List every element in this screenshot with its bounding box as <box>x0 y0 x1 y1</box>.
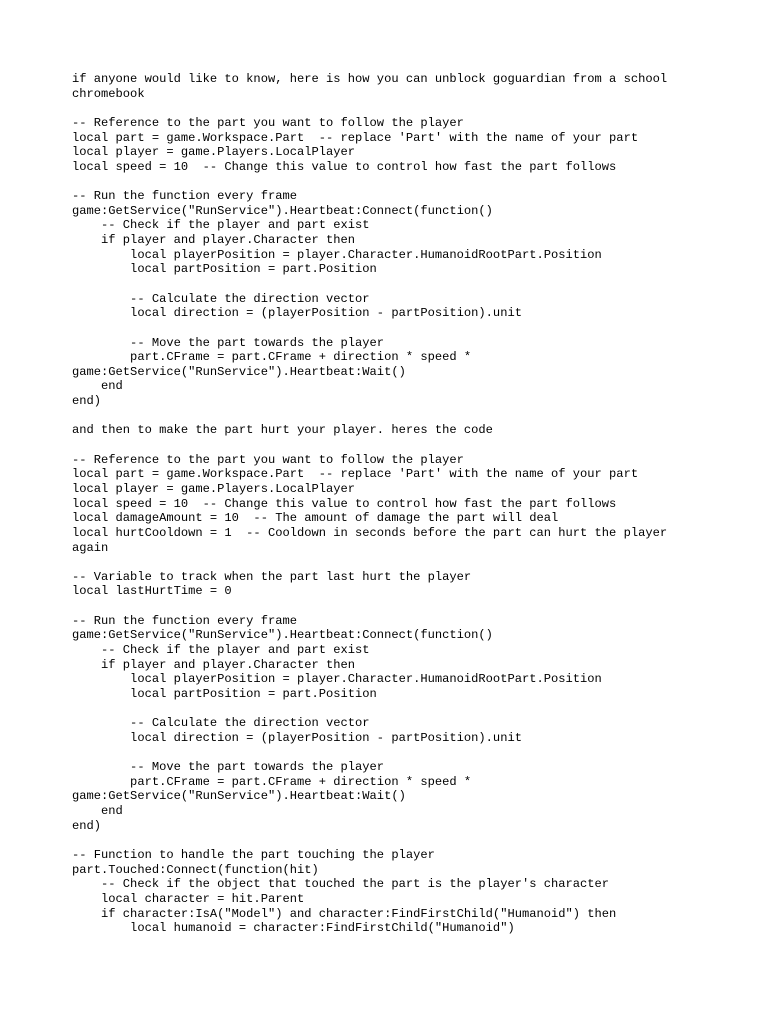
text-line: local direction = (playerPosition - partPosition).unit <box>72 306 522 321</box>
text-line: local partPosition = part.Position <box>72 262 377 277</box>
blank-line <box>72 409 732 424</box>
text-line: chromebook <box>72 86 145 101</box>
text-line: local humanoid = character:FindFirstChild("Humanoid") <box>72 921 515 936</box>
text-line: if player and player.Character then <box>72 233 356 248</box>
text-line: local speed = 10 -- Change this value to control how fast the part follows <box>72 496 617 511</box>
text-line: local player = game.Players.LocalPlayer <box>72 145 356 160</box>
text-line: -- Reference to the part you want to follow the player <box>72 452 464 467</box>
text-line: part.Touched:Connect(function(hit) <box>72 862 319 877</box>
blank-line <box>72 702 732 717</box>
blank-line <box>72 833 732 848</box>
blank-line <box>72 745 732 760</box>
text-line: local partPosition = part.Position <box>72 686 377 701</box>
text-line: local damageAmount = 10 -- The amount of damage the part will deal <box>72 511 559 526</box>
text-line: local playerPosition = player.Character.HumanoidRootPart.Position <box>72 672 602 687</box>
text-line: local direction = (playerPosition - partPosition).unit <box>72 730 522 745</box>
blank-line <box>72 321 732 336</box>
blank-line <box>72 101 732 116</box>
blank-line <box>72 599 732 614</box>
text-line: if player and player.Character then <box>72 657 356 672</box>
text-line: game:GetService("RunService").Heartbeat:Connect(function() <box>72 628 493 643</box>
text-line: -- Check if the player and part exist <box>72 218 370 233</box>
text-line: -- Function to handle the part touching the player <box>72 847 435 862</box>
blank-line <box>72 277 732 292</box>
text-line: -- Check if the object that touched the part is the player's character <box>72 877 610 892</box>
text-line: if character:IsA("Model") and character:FindFirstChild("Humanoid") then <box>72 906 617 921</box>
text-line: local playerPosition = player.Character.HumanoidRootPart.Position <box>72 247 602 262</box>
text-line: end) <box>72 394 102 409</box>
text-line: -- Run the function every frame <box>72 613 297 628</box>
text-line: local lastHurtTime = 0 <box>72 584 232 599</box>
text-line: game:GetService("RunService").Heartbeat:Connect(function() <box>72 203 493 218</box>
text-line: part.CFrame = part.CFrame + direction * speed * <box>72 774 472 789</box>
text-line: -- Variable to track when the part last hurt the player <box>72 569 472 584</box>
text-line: local character = hit.Parent <box>72 891 305 906</box>
blank-line <box>72 174 732 189</box>
text-line: part.CFrame = part.CFrame + direction * speed * <box>72 350 472 365</box>
text-line: -- Run the function every frame <box>72 189 297 204</box>
text-line: -- Move the part towards the player <box>72 760 385 775</box>
text-line: end <box>72 379 123 394</box>
text-line: local speed = 10 -- Change this value to control how fast the part follows <box>72 159 617 174</box>
text-line: again <box>72 540 109 555</box>
text-line: -- Check if the player and part exist <box>72 642 370 657</box>
text-line: local part = game.Workspace.Part -- replace 'Part' with the name of your part <box>72 467 639 482</box>
text-line: end) <box>72 818 102 833</box>
text-line: -- Reference to the part you want to follow the player <box>72 115 464 130</box>
text-line: -- Calculate the direction vector <box>72 716 370 731</box>
text-line: -- Move the part towards the player <box>72 335 385 350</box>
blank-line <box>72 438 732 453</box>
text-line: and then to make the part hurt your player. heres the code <box>72 423 493 438</box>
text-line: local part = game.Workspace.Part -- replace 'Part' with the name of your part <box>72 130 639 145</box>
text-line: local hurtCooldown = 1 -- Cooldown in seconds before the part can hurt the player <box>72 525 668 540</box>
blank-line <box>72 555 732 570</box>
document-page <box>72 72 732 936</box>
text-line: end <box>72 804 123 819</box>
text-line: game:GetService("RunService").Heartbeat:Wait() <box>72 364 406 379</box>
text-line: local player = game.Players.LocalPlayer <box>72 481 356 496</box>
text-line: if anyone would like to know, here is how you can unblock goguardian from a school <box>72 72 668 86</box>
text-line: -- Calculate the direction vector <box>72 291 370 306</box>
text-line: game:GetService("RunService").Heartbeat:Wait() <box>72 789 406 804</box>
